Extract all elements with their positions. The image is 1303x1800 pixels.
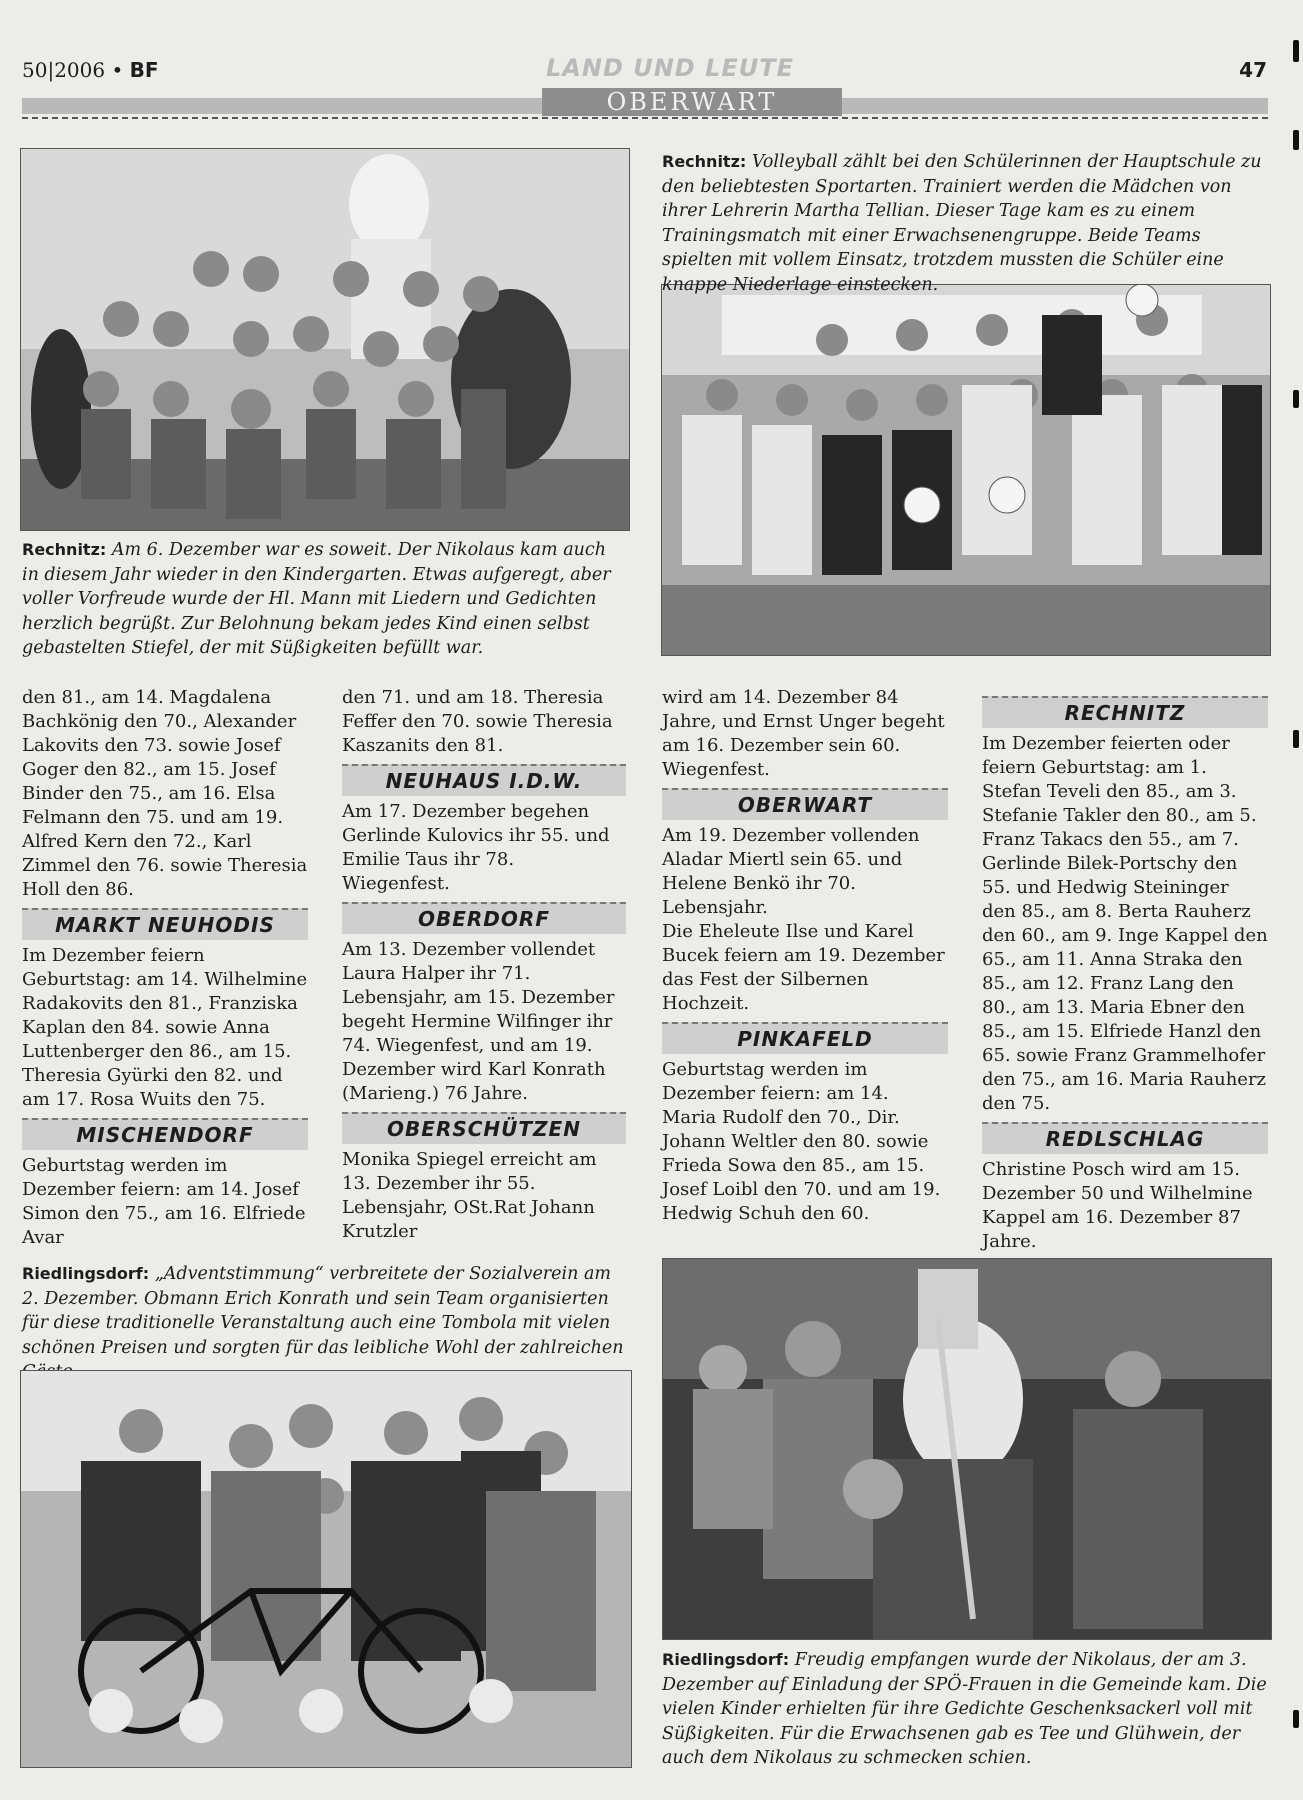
caption-advent [22,1262,630,1385]
paragraph: Monika Spiegel erreicht am 13. Dezember ihr 55. Lebensjahr, OSt.Rat Johann Krutzler [342,1149,597,1242]
paragraph: Am 13. Dezember vollendet Laura Halper ihr 71. Lebensjahr, am 15. Dezember begeht Hermine Wilfinger ihr 74. Wiegenfest, und am 19. Dezember wird Karl Konrath (Marieng.) 76 Jahre. [342,939,615,1104]
photo-nikolaus [662,1258,1272,1640]
photo-advent-tombola [20,1370,632,1768]
caption-kindergarten [22,538,626,661]
paragraph: Im Dezember feiern Geburtstag: am 14. Wilhelmine Radakovits den 81., Franziska Kaplan den 84. sowie Anna Luttenberger den 86., am 15. Theresia Gyürki den 82. und am 17. Rosa Wuits den 75. [22,945,308,1110]
column-3 [662,686,948,1226]
section-heading: PINKAFELD [662,1022,948,1054]
caption-location: Riedlingsdorf: [22,1264,150,1283]
section-heading: OBERSCHÜTZEN [342,1112,626,1144]
caption-location: Rechnitz: [662,152,747,171]
paragraph: Geburtstag werden im Dezember feiern: am 14. Maria Rudolf den 70., Dir. Johann Weltler den 80. sowie Frieda Sowa den 85., am 15. Josef Loibl den 70. und am 19. Hedwig Schuh den 60. [662,1059,941,1224]
caption-text: „Adventstimmung“ verbreitete der Sozialverein am 2. Dezember. Obmann Erich Konrath und sein Team organisierten für diese traditionelle Veranstaltung auch eine Tombola mit vielen schönen Preisen und sorgten für das leibliche Wohl der zahlreichen [22,1264,624,1358]
paragraph: Christine Posch wird am 15. Dezember 50 und Wilhelmine Kappel am 16. Dezember 87 Jahre. [982,1159,1253,1252]
region-title: OBERWART [542,88,842,116]
column-1 [22,686,308,1250]
scan-mark [1293,130,1299,150]
caption-text: Freudig empfangen wurde der Nikolaus, der am 3. Dezember auf Einladung der SPÖ-Frauen in die Gemeinde kam. Die vielen Kinder erhielten für ihre Gedichte Geschenksackerl voll mit Süßigkeiten. Für die Erwachsenen gab es Tee und Glühwein, der auch dem Nikolaus zu schmecken schien. [662,1650,1267,1768]
paragraph: den 81., am 14. Magdalena Bachkönig den 70., Alexander Lakovits den 73. sowie Josef Goger den 82., am 15. Josef Binder den 75., am 16. Elsa Felmann den 75. und am 19. Alfred Kern den 72., Karl Zimmel den 76. sowie Theresia Holl den 86. [22,687,308,900]
caption-location: Rechnitz: [22,540,107,559]
section-heading: NEUHAUS I.D.W. [342,764,626,796]
section-heading: RECHNITZ [982,696,1268,728]
column-4 [982,686,1268,1254]
section-heading: REDLSCHLAG [982,1122,1268,1154]
issue-label: 50|2006 • BF [22,58,159,82]
paragraph: Die Eheleute Ilse und Karel Bucek feiern am 19. Dezember das Fest der Silbernen Hochzeit. [662,921,945,1014]
caption-location: Riedlingsdorf: [662,1650,790,1669]
paragraph: Am 17. Dezember begehen Gerlinde Kulovics ihr 55. und Emilie Taus ihr 78. Wiegenfest. [342,801,610,894]
section-heading: MISCHENDORF [22,1118,308,1150]
section-heading: OBERDORF [342,902,626,934]
paragraph: wird am 14. Dezember 84 Jahre, und Ernst Unger begeht am 16. Dezember sein 60. Wiegenfest. [662,687,945,780]
caption-text: Volleyball zählt bei den Schülerinnen der Hauptschule zu den beliebtesten Sportarten. Trainiert werden die Mädchen von ihrer Lehrerin Martha Tellian. Dieser Tage kam es zu einem Trainingsmatch mit einer Erwachsenengruppe. Beide Teams spielten mit vollem Einsatz, trotzdem mussten die Schüler eine knappe Niederlage einstecken. [662,152,1262,295]
paragraph: Im Dezember feierten oder feiern Geburtstag: am 1. Stefan Teveli den 85., am 3. Stefanie Takler den 80., am 5. Franz Takacs den 55., am 7. Gerlinde Bilek-Portschy den 55. und Hedwig Steininger den 85., am 8. Berta Rauherz den 60., am 9. Inge Kappel den 65., am 11. Anna Straka den 85., am 12. Franz Lang den 80., am 13. Maria Ebner den 85., am 15. Elfriede Hanzl den 65. sowie Franz Grammelhofer den 75., am 16. Maria Rauherz den 75. [982,733,1268,1114]
paragraph: den 71. und am 18. Theresia Feffer den 70. sowie Theresia Kaszanits den 81. [342,687,613,756]
scan-mark [1293,1710,1299,1728]
photo-volleyball [661,284,1271,656]
region-banner [22,88,1268,118]
column-2 [342,686,626,1244]
caption-volleyball [662,150,1268,297]
page-number: 47 [1239,58,1267,82]
scan-mark [1293,40,1299,62]
section-heading: OBERWART [662,788,948,820]
section-heading: MARKT NEUHODIS [22,908,308,940]
scan-mark [1293,730,1299,748]
paragraph: Am 19. Dezember vollenden Aladar Miertl sein 65. und Helene Benkö ihr 70. Lebensjahr. [662,825,920,918]
scan-mark [1293,390,1299,408]
photo-kindergarten [20,148,630,531]
caption-text: Am 6. Dezember war es soweit. Der Nikolaus kam auch in diesem Jahr wieder in den Kindergarten. Etwas aufgeregt, aber voller Vorfreude wurde der Hl. Mann mit Liedern und Gedichten herzlich begrüßt. Zur Belohnung bekam jedes Kind einen selbst gebastelten Stiefel, der mit Süßigkeiten befüllt war. [22,540,611,658]
section-title: LAND UND LEUTE [545,54,795,82]
caption-nikolaus [662,1648,1268,1771]
paragraph: Geburtstag werden im Dezember feiern: am 14. Josef Simon den 75., am 16. Elfriede Avar [22,1155,306,1248]
